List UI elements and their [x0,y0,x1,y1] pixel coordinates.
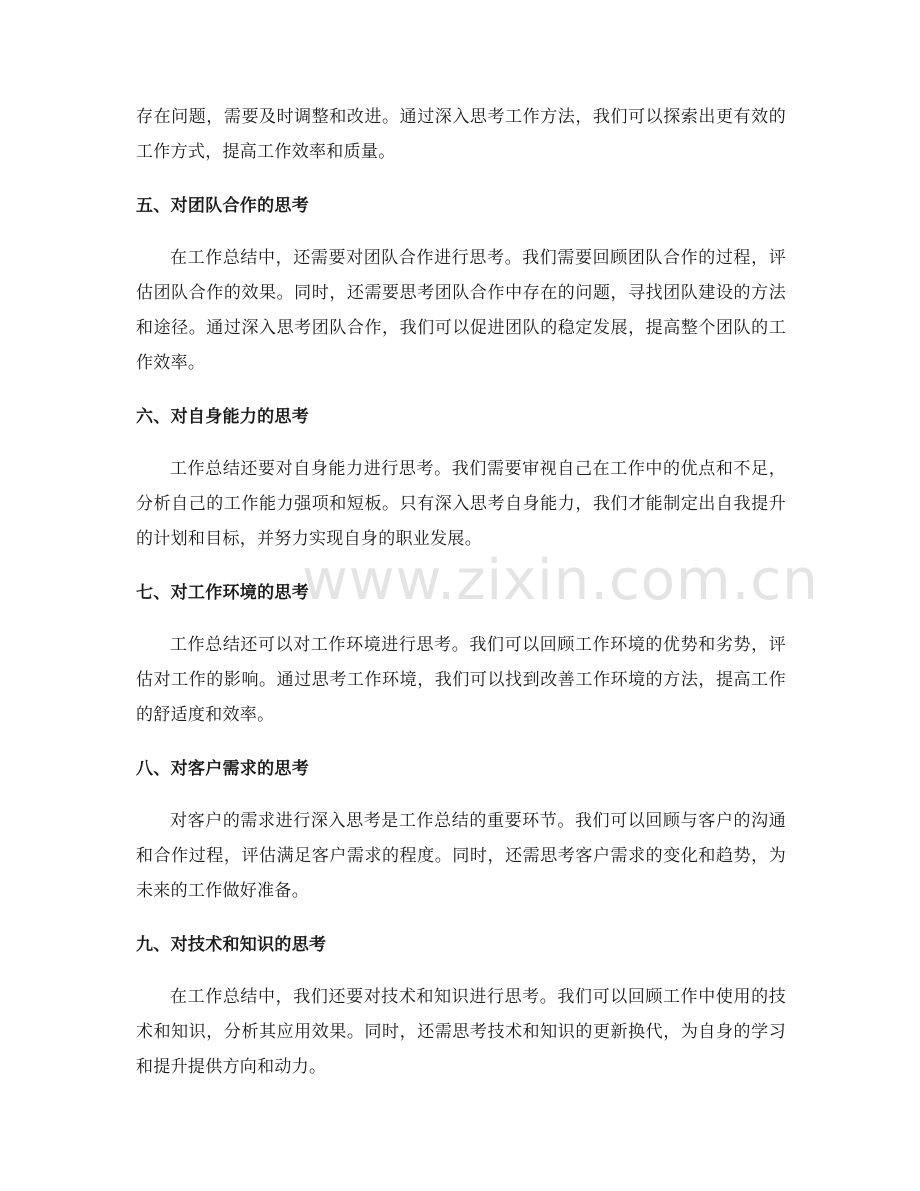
watermark: www.zixin.com.cn [302,548,819,613]
section-paragraph-8: 对客户的需求进行深入思考是工作总结的重要环节。我们可以回顾与客户的沟通和合作过程，评估满足客户需求的程度。同时，还需思考客户需求的变化和趋势，为未来的工作做好准备。 [136,811,786,901]
section-paragraph-7: 工作总结还可以对工作环境进行思考。我们可以回顾工作环境的优势和劣势，评估对工作的影响。通过思考工作环境，我们可以找到改善工作环境的方法，提高工作的舒适度和效率。 [136,635,786,725]
section-paragraph-5: 在工作总结中，还需要对团队合作进行思考。我们需要回顾团队合作的过程，评估团队合作的效果。同时，还需要思考团队合作中存在的问题，寻找团队建设的方法和途径。通过深入思考团队合作，我们可以促进团队的稳定发展，提高整个团队的工作效率。 [136,248,786,373]
section-heading-5: 五、对团队合作的思考 [136,196,309,216]
section-heading-9: 九、对技术和知识的思考 [136,935,327,955]
section-paragraph-6: 工作总结还要对自身能力进行思考。我们需要审视自己在工作中的优点和不足，分析自己的工作能力强项和短板。只有深入思考自身能力，我们才能制定出自我提升的计划和目标，并努力实现自身的职业发展。 [136,459,786,549]
section-heading-6: 六、对自身能力的思考 [136,407,309,427]
section-paragraph-9: 在工作总结中，我们还要对技术和知识进行思考。我们可以回顾工作中使用的技术和知识，分析其应用效果。同时，还需思考技术和知识的更新换代，为自身的学习和提升提供方向和动力。 [136,987,786,1077]
intro-paragraph: 存在问题，需要及时调整和改进。通过深入思考工作方法，我们可以探索出更有效的工作方式，提高工作效率和质量。 [136,107,786,162]
section-heading-7: 七、对工作环境的思考 [136,583,309,603]
document-body [136,100,786,1085]
section-heading-8: 八、对客户需求的思考 [136,759,309,779]
